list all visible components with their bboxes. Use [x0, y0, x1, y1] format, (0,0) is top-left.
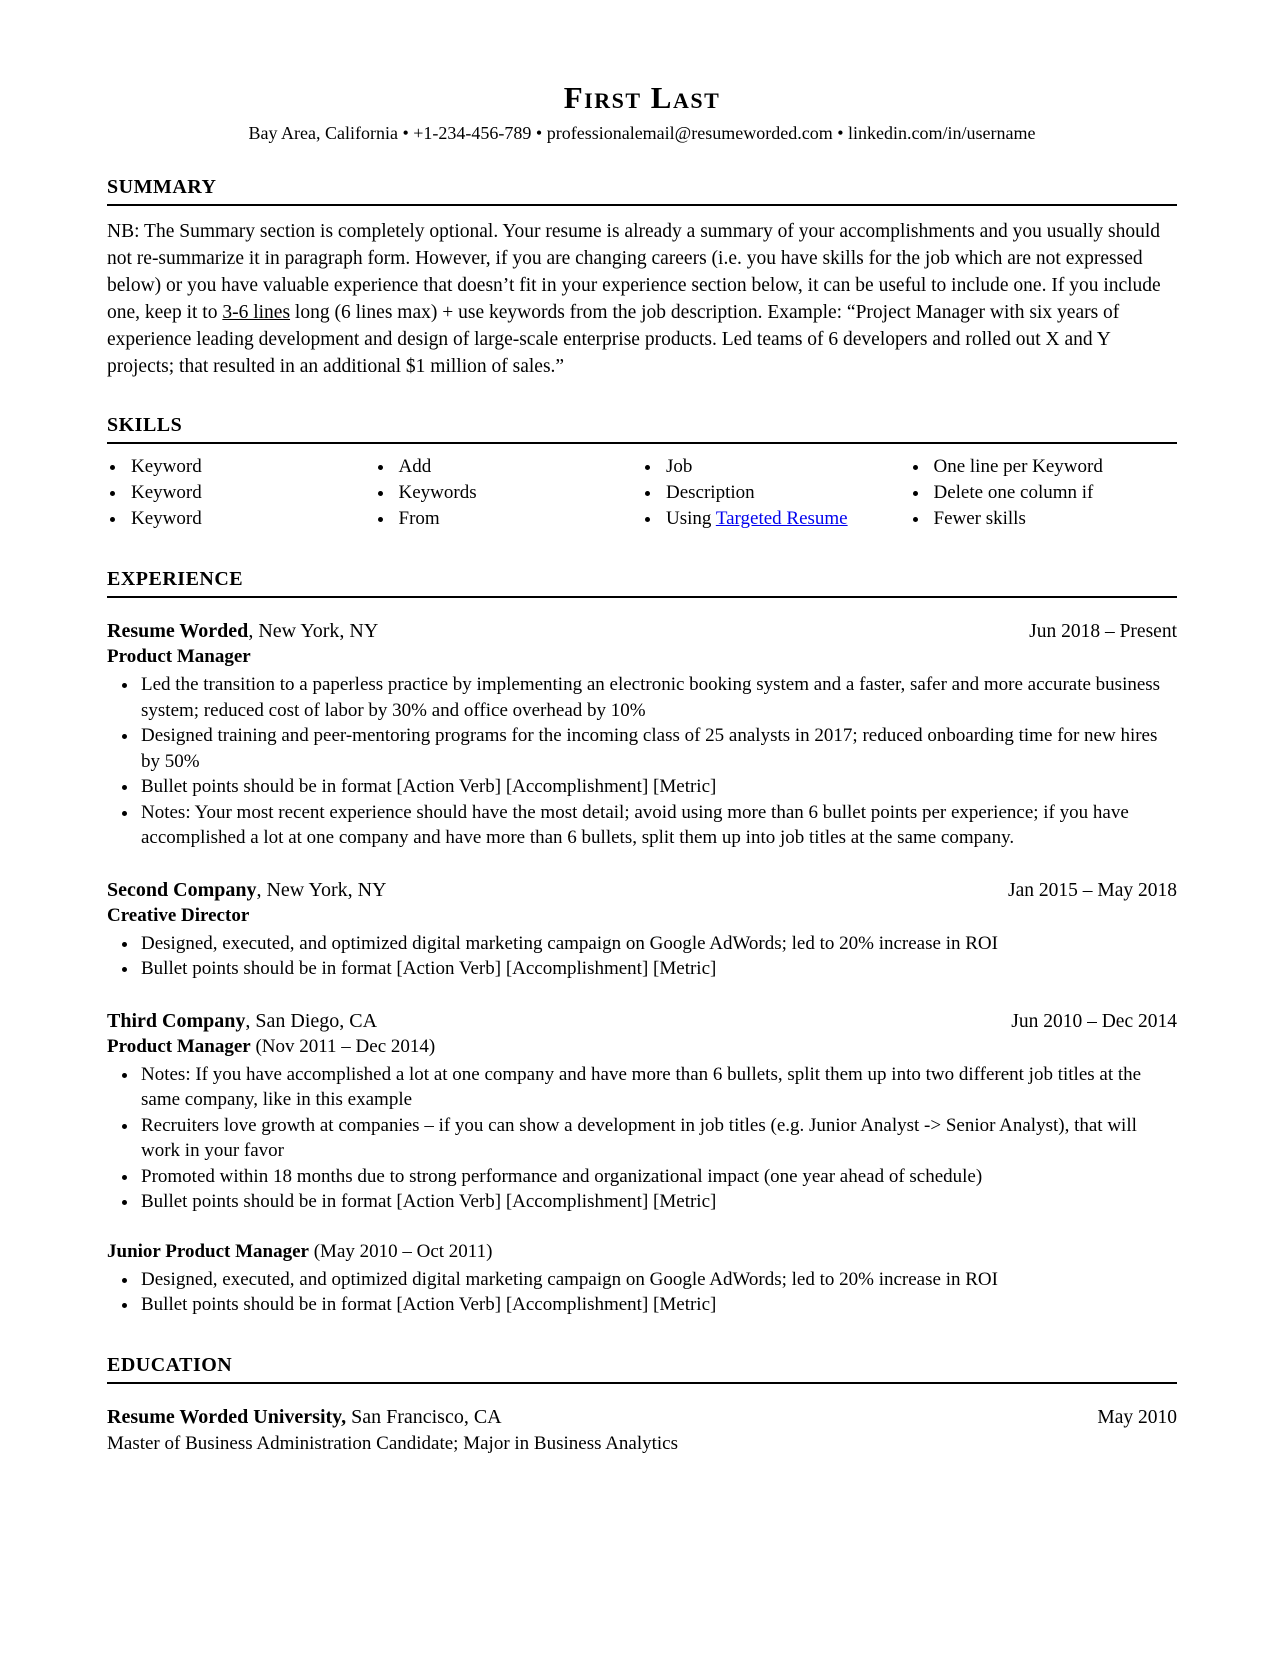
job-dates: Jun 2010 – Dec 2014 [1011, 1010, 1177, 1032]
role-dates: (May 2010 – Oct 2011) [308, 1240, 493, 1262]
bullet-list [107, 931, 1177, 982]
company-name: Third Company [107, 1009, 246, 1032]
bullet-item: • Designed, executed, and optimized digital marketing campaign on Google AdWords; led to 20% increase in ROI [139, 1267, 1177, 1293]
skills-heading: SKILLS [107, 414, 1177, 444]
school-line [107, 1406, 502, 1429]
skills-column-3 [642, 454, 910, 532]
summary-text-after: long (6 lines max) + use keywords from the job description. Example: “Project Manager with six years of experience leading development and design of large-scale enterprise products. Led teams of 6 developers and rolled out X and Y projects; that resulted in an additional $1 million of sales.” [107, 302, 1120, 377]
summary-text-before: NB: The Summary section is completely optional. Your resume is already a summary of your accomplishments and you usually should not re-summarize it in paragraph form. However, if you are changing careers (i.e. you have skills for the job which are not expressed below) or you have valuable experience that doesn’t fit in your experience section below, it can be useful to include one. If you include one, keep it to [107, 221, 1161, 323]
bullet-list [107, 672, 1177, 851]
company-location: , San Diego, CA [245, 1009, 378, 1032]
skill-item: • Job [662, 454, 910, 480]
skills-column-4 [910, 454, 1178, 532]
job-dates: Jun 2018 – Present [1029, 621, 1177, 642]
skills-column-2 [375, 454, 643, 532]
skills-grid [107, 454, 1177, 532]
experience-subrole-entry [107, 1241, 1177, 1318]
role-dates: (Nov 2011 – Dec 2014) [250, 1035, 436, 1057]
section-education [107, 1354, 1177, 1455]
company-name: Second Company [107, 878, 257, 901]
summary-heading: SUMMARY [107, 176, 1177, 206]
company-line [107, 620, 378, 643]
company-line [107, 1010, 377, 1033]
school-name: Resume Worded University, [107, 1405, 347, 1428]
degree-line: Master of Business Administration Candidate; Major in Business Analytics [107, 1432, 679, 1454]
education-dates: May 2010 [1097, 1406, 1177, 1428]
job-role: Creative Director [107, 904, 250, 926]
skill-item: • Keywords [395, 480, 643, 506]
skill-item: • Keyword [127, 454, 375, 480]
company-name: Resume Worded [107, 620, 249, 642]
job-dates: Jan 2015 – May 2018 [1008, 879, 1177, 901]
section-summary [107, 176, 1177, 380]
bullet-list [107, 1062, 1177, 1215]
job-role-line [107, 1036, 1177, 1058]
education-heading: EDUCATION [107, 1354, 1177, 1384]
entry-header [107, 1406, 1177, 1429]
bullet-item: • Bullet points should be in format [Action Verb] [Accomplishment] [Metric] [139, 956, 1177, 982]
bullet-item: • Designed training and peer-mentoring programs for the incoming class of 25 analysts in 2017; reduced onboarding time for new hires by 50% [139, 723, 1177, 774]
school-location: San Francisco, CA [346, 1405, 502, 1428]
job-role: Product Manager [107, 1035, 251, 1057]
candidate-name: First Last [563, 80, 721, 115]
targeted-resume-link[interactable]: Targeted Resume [715, 508, 848, 529]
skill-item: • Fewer skills [930, 506, 1178, 532]
company-location: , New York, NY [256, 878, 387, 901]
bullet-item: • Recruiters love growth at companies – if you can show a development in job titles (e.g. Junior Analyst -> Senior Analyst), that will work in your favor [139, 1113, 1177, 1164]
job-role: Junior Product Manager [107, 1240, 309, 1262]
experience-entry [107, 1010, 1177, 1215]
job-role: Product Manager [107, 646, 251, 667]
bullet-item: • Bullet points should be in format [Action Verb] [Accomplishment] [Metric] [139, 1292, 1177, 1318]
bullet-list [107, 1267, 1177, 1318]
skill-item: • Delete one column if [930, 480, 1178, 506]
bullet-item: • Notes: If you have accomplished a lot at one company and have more than 6 bullets, split them up into two different job titles at the same company, like in this example [139, 1062, 1177, 1113]
education-entry [107, 1406, 1177, 1455]
experience-heading: EXPERIENCE [107, 568, 1177, 598]
bullet-item: • Notes: Your most recent experience should have the most detail; avoid using more than 6 bullet points per experience; if you have accomplished a lot at one company and have more than 6 bullets, split them up into job titles at the same company. [139, 800, 1177, 851]
company-line [107, 879, 387, 902]
bullet-item: • Designed, executed, and optimized digital marketing campaign on Google AdWords; led to 20% increase in ROI [139, 931, 1177, 957]
skill-item: • Keyword [127, 480, 375, 506]
summary-underlined-phrase: 3-6 lines [222, 302, 291, 323]
experience-entry [107, 620, 1177, 851]
skill-item [662, 506, 910, 532]
skill-item: • Add [395, 454, 643, 480]
bullet-item: • Promoted within 18 months due to strong performance and organizational impact (one year ahead of schedule) [139, 1164, 1177, 1190]
experience-entry [107, 879, 1177, 982]
entry-header [107, 620, 1177, 643]
skill-item: • Description [662, 480, 910, 506]
bullet-item: • Led the transition to a paperless practice by implementing an electronic booking system and a faster, safer and more accurate business system; reduced cost of labor by 30% and office overhead by 10% [139, 672, 1177, 723]
summary-paragraph [107, 218, 1177, 380]
contact-line: Bay Area, California • +1-234-456-789 • professionalemail@resumeworded.com • linkedin.com/in/username [248, 123, 1036, 143]
entry-header [107, 879, 1177, 902]
company-location: , New York, NY [248, 620, 379, 642]
skill-item: • From [395, 506, 643, 532]
bullet-item: • Bullet points should be in format [Action Verb] [Accomplishment] [Metric] [139, 774, 1177, 800]
skill-item: • One line per Keyword [930, 454, 1178, 480]
bullet-item: • Bullet points should be in format [Action Verb] [Accomplishment] [Metric] [139, 1189, 1177, 1215]
skill-item-prefix: Using [666, 508, 716, 529]
section-experience [107, 568, 1177, 1318]
skill-item: • Keyword [127, 506, 375, 532]
job-role-line [107, 1241, 1177, 1263]
section-skills [107, 414, 1177, 532]
skills-column-1 [107, 454, 375, 532]
entry-header [107, 1010, 1177, 1033]
